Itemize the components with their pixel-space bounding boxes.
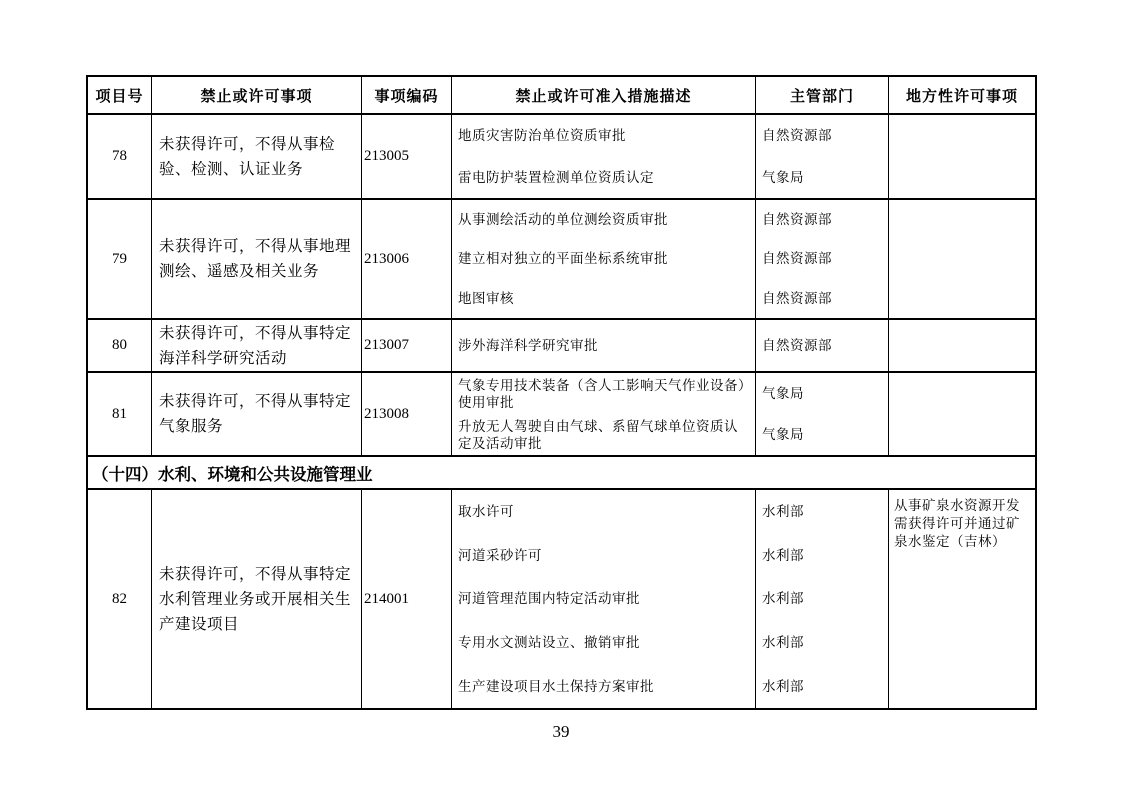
measure-desc: 雷电防护装置检测单位资质认定 <box>458 169 654 185</box>
project-number: 79 <box>88 200 152 318</box>
measure-desc: 建立相对独立的平面坐标系统审批 <box>458 251 668 267</box>
header-prohibited-item: 禁止或许可事项 <box>152 77 362 113</box>
department: 水利部 <box>762 678 804 694</box>
table-row-79 <box>88 200 1035 320</box>
measure-desc: 升放无人驾驶自由气球、系留气球单位资质认定及活动审批 <box>458 418 738 451</box>
department: 水利部 <box>762 547 804 563</box>
department: 水利部 <box>762 635 804 651</box>
department: 水利部 <box>762 591 804 607</box>
project-number: 78 <box>88 115 152 198</box>
local-permit <box>889 373 1035 455</box>
measure-descriptions <box>452 115 756 198</box>
table-header-row <box>88 77 1035 115</box>
measure-desc: 取水许可 <box>458 504 514 520</box>
table-row-82 <box>88 490 1035 708</box>
competent-departments <box>756 115 889 198</box>
measure-desc: 从事测绘活动的单位测绘资质审批 <box>458 212 668 228</box>
table-row-80 <box>88 320 1035 373</box>
measure-desc: 河道采砂许可 <box>458 547 542 563</box>
header-competent-department: 主管部门 <box>756 77 889 113</box>
prohibited-item: 未获得许可，不得从事特定海洋科学研究活动 <box>152 320 362 371</box>
department: 气象局 <box>762 169 804 185</box>
header-project-number: 项目号 <box>88 77 152 113</box>
competent-departments <box>756 373 889 455</box>
header-local-permit-item: 地方性许可事项 <box>905 87 1018 105</box>
competent-departments <box>756 320 889 371</box>
prohibited-item: 未获得许可，不得从事特定水利管理业务或开展相关生产建设项目 <box>152 490 362 708</box>
prohibited-item: 未获得许可，不得从事特定气象服务 <box>152 373 362 455</box>
measure-desc: 生产建设项目水土保持方案审批 <box>458 678 654 694</box>
header-measure-description: 禁止或许可准入措施描述 <box>452 77 756 113</box>
measure-descriptions <box>452 373 756 455</box>
local-permit <box>889 200 1035 318</box>
header-item-code: 事项编码 <box>362 77 452 113</box>
department: 自然资源部 <box>762 338 832 353</box>
department: 水利部 <box>762 504 804 520</box>
department: 自然资源部 <box>762 128 832 144</box>
department: 自然资源部 <box>762 212 832 228</box>
local-permit <box>889 115 1035 198</box>
measure-desc: 河道管理范围内特定活动审批 <box>458 591 640 607</box>
table-row-78 <box>88 115 1035 200</box>
project-number: 81 <box>88 373 152 455</box>
table-row-81 <box>88 373 1035 457</box>
department: 气象局 <box>762 427 804 442</box>
item-code: 213005 <box>362 115 452 198</box>
competent-departments <box>756 200 889 318</box>
local-permit: 从事矿泉水资源开发需获得许可并通过矿泉水鉴定（吉林） <box>894 498 1020 549</box>
measure-desc: 地图审核 <box>458 290 514 306</box>
department: 自然资源部 <box>762 251 832 267</box>
project-number: 82 <box>88 490 152 708</box>
measure-desc: 地质灾害防治单位资质审批 <box>458 128 626 144</box>
prohibited-item: 未获得许可，不得从事检验、检测、认证业务 <box>152 115 362 198</box>
department: 自然资源部 <box>762 290 832 306</box>
measure-descriptions <box>452 200 756 318</box>
department: 气象局 <box>762 386 804 401</box>
measure-desc: 气象专用技术装备（含人工影响天气作业设备）使用审批 <box>458 377 746 410</box>
competent-departments <box>756 490 889 708</box>
item-code: 213007 <box>362 320 452 371</box>
page-number: 39 <box>552 722 570 741</box>
project-number: 80 <box>88 320 152 371</box>
local-permit <box>889 320 1035 371</box>
measure-desc: 涉外海洋科学研究审批 <box>458 338 598 353</box>
prohibited-item: 未获得许可，不得从事地理测绘、遥感及相关业务 <box>152 200 362 318</box>
section-header-label: （十四）水利、环境和公共设施管理业 <box>92 465 373 484</box>
section-header-row <box>88 457 1035 490</box>
permit-table <box>86 75 1037 710</box>
measure-descriptions <box>452 490 756 708</box>
measure-descriptions <box>452 320 756 371</box>
item-code: 213006 <box>362 200 452 318</box>
item-code: 213008 <box>362 373 452 455</box>
item-code: 214001 <box>362 490 452 708</box>
measure-desc: 专用水文测站设立、撤销审批 <box>458 635 640 651</box>
